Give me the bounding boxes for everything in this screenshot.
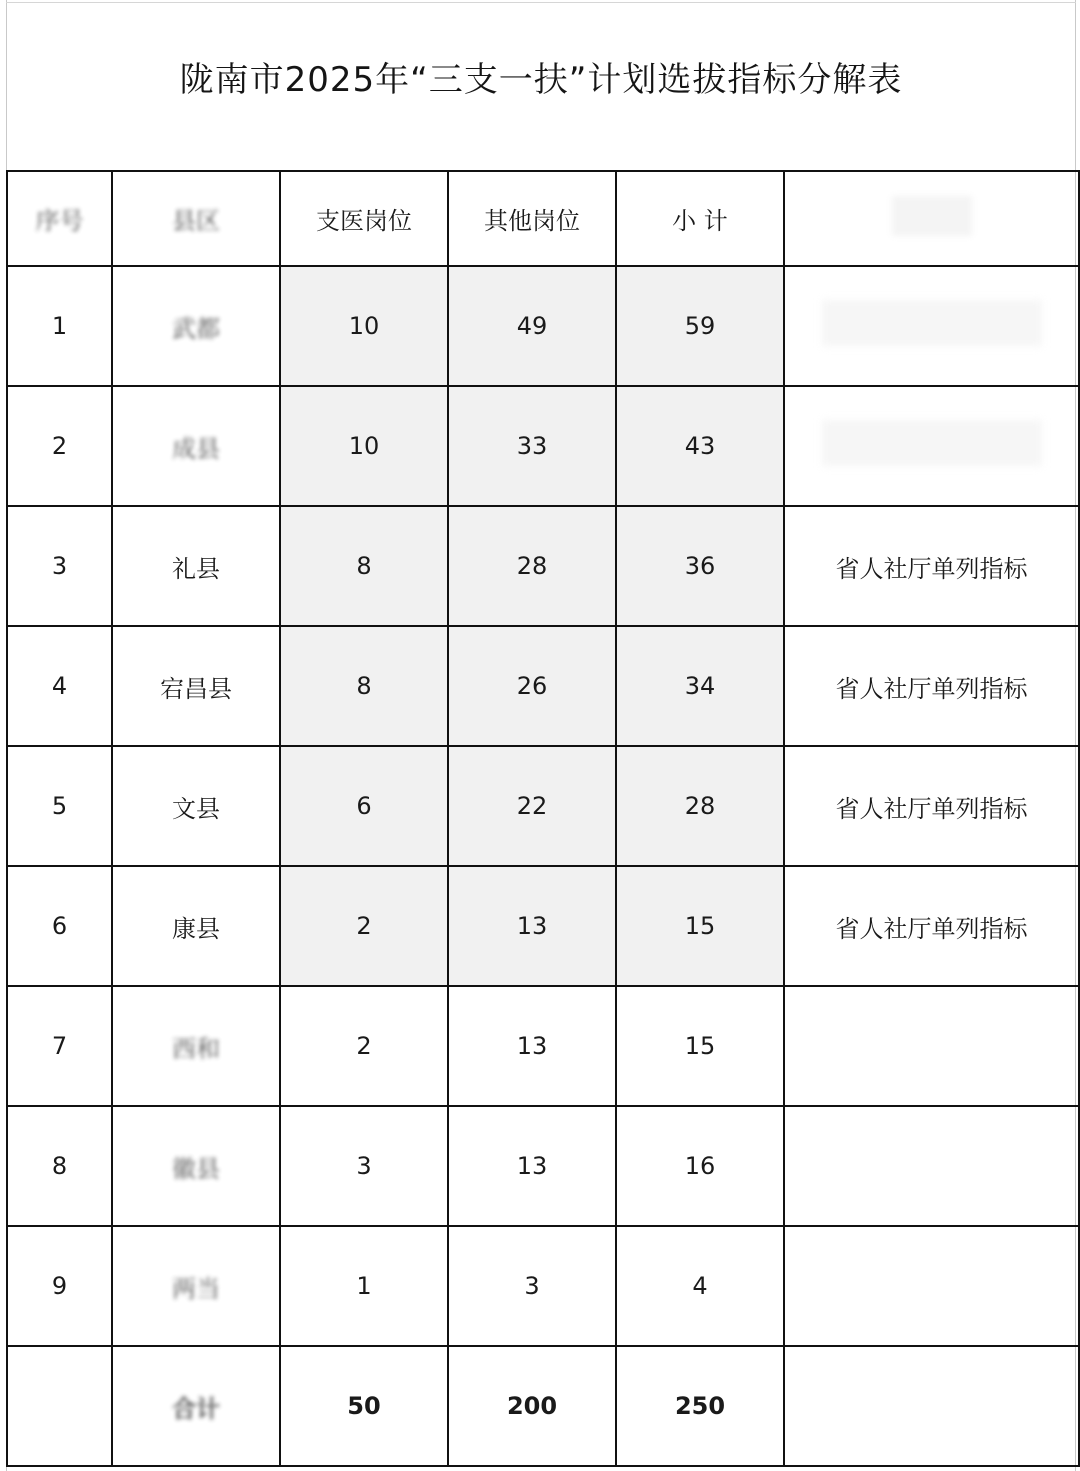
header-medical: 支医岗位	[280, 171, 448, 266]
total-subtotal: 250	[616, 1346, 784, 1466]
table-row	[7, 986, 1079, 1106]
cell-county: 武都	[112, 266, 280, 386]
cell-seq: 4	[7, 626, 112, 746]
cell-seq: 6	[7, 866, 112, 986]
cell-subtotal: 34	[616, 626, 784, 746]
cell-medical: 8	[280, 626, 448, 746]
cell-seq: 7	[7, 986, 112, 1106]
cell-medical: 10	[280, 266, 448, 386]
header-seq: 序号	[7, 171, 112, 266]
table-row	[7, 746, 1079, 866]
top-rule	[6, 2, 1076, 3]
cell-subtotal: 28	[616, 746, 784, 866]
cell-medical: 2	[280, 986, 448, 1106]
cell-seq	[7, 1346, 112, 1466]
cell-subtotal: 59	[616, 266, 784, 386]
cell-note	[784, 1106, 1079, 1226]
cell-subtotal: 16	[616, 1106, 784, 1226]
cell-note: 省人社厅单列指标	[784, 746, 1079, 866]
cell-medical: 3	[280, 1106, 448, 1226]
cell-note: 省人社厅单列指标	[784, 506, 1079, 626]
cell-county: 成县	[112, 386, 280, 506]
cell-note	[784, 266, 1079, 386]
cell-seq: 2	[7, 386, 112, 506]
cell-seq: 8	[7, 1106, 112, 1226]
cell-county: 两当	[112, 1226, 280, 1346]
cell-other: 26	[448, 626, 616, 746]
cell-note	[784, 986, 1079, 1106]
redacted-note-header	[892, 196, 972, 236]
cell-subtotal: 43	[616, 386, 784, 506]
cell-medical: 10	[280, 386, 448, 506]
cell-seq: 3	[7, 506, 112, 626]
cell-note: 省人社厅单列指标	[784, 626, 1079, 746]
redacted-note	[822, 420, 1042, 466]
cell-subtotal: 15	[616, 866, 784, 986]
cell-county: 宕昌县	[112, 626, 280, 746]
header-county: 县区	[112, 171, 280, 266]
table-row	[7, 266, 1079, 386]
cell-county: 徽县	[112, 1106, 280, 1226]
quota-table	[6, 170, 1080, 1467]
redacted-note	[822, 300, 1042, 346]
total-other: 200	[448, 1346, 616, 1466]
cell-note	[784, 1346, 1079, 1466]
cell-other: 13	[448, 866, 616, 986]
table-row	[7, 386, 1079, 506]
cell-medical: 6	[280, 746, 448, 866]
cell-county: 文县	[112, 746, 280, 866]
cell-other: 22	[448, 746, 616, 866]
cell-medical: 2	[280, 866, 448, 986]
header-other: 其他岗位	[448, 171, 616, 266]
cell-seq: 1	[7, 266, 112, 386]
table-row	[7, 1226, 1079, 1346]
document-title: 陇南市2025年“三支一扶”计划选拔指标分解表	[179, 60, 903, 100]
table-row	[7, 866, 1079, 986]
cell-other: 33	[448, 386, 616, 506]
cell-seq: 5	[7, 746, 112, 866]
header-note	[784, 171, 1079, 266]
cell-subtotal: 36	[616, 506, 784, 626]
cell-other: 13	[448, 1106, 616, 1226]
cell-other: 13	[448, 986, 616, 1106]
cell-note	[784, 386, 1079, 506]
total-row	[7, 1346, 1079, 1466]
cell-note	[784, 1226, 1079, 1346]
cell-county: 西和	[112, 986, 280, 1106]
cell-seq: 9	[7, 1226, 112, 1346]
cell-other: 49	[448, 266, 616, 386]
cell-subtotal: 4	[616, 1226, 784, 1346]
cell-other: 28	[448, 506, 616, 626]
table-row	[7, 1106, 1079, 1226]
header-subtotal: 小 计	[616, 171, 784, 266]
cell-medical: 8	[280, 506, 448, 626]
total-medical: 50	[280, 1346, 448, 1466]
cell-county: 礼县	[112, 506, 280, 626]
cell-medical: 1	[280, 1226, 448, 1346]
cell-county: 合计	[112, 1346, 280, 1466]
cell-county: 康县	[112, 866, 280, 986]
table-row	[7, 506, 1079, 626]
table-row	[7, 626, 1079, 746]
cell-subtotal: 15	[616, 986, 784, 1106]
cell-other: 3	[448, 1226, 616, 1346]
cell-note: 省人社厅单列指标	[784, 866, 1079, 986]
table-header-row	[7, 171, 1079, 266]
